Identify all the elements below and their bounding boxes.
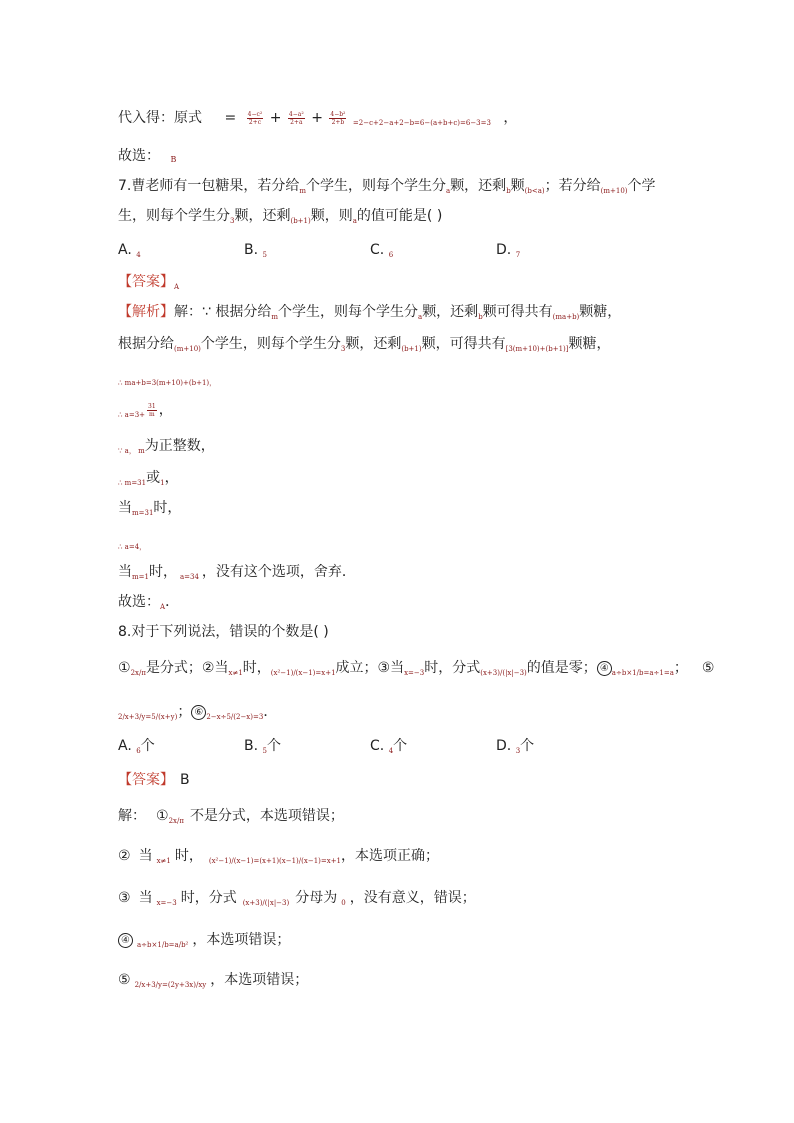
substitution-line: 代入得：原式 = $\frac{\text{4−c²}}{2+c}$ + $\frac{\text{4−a²}}{2+a}$ + $\frac{\text{4−b²}}{2+b}$ $_{=2-c+2-a+2-b=6-(a+b+c)=6-3=3}$ ， [118, 110, 518, 127]
analysis-7-eq-6: ∴ a=4， [118, 543, 147, 551]
option-d[interactable]: D. $_7$ [496, 242, 521, 259]
answer-7 [118, 272, 754, 297]
choose-line [118, 146, 754, 170]
analysis-7-eq-2: $_{\therefore a=3+}$ $\frac{31}{m}$ ， [118, 402, 173, 419]
analysis-7-line-1: 【解析】解：∵ 根据分给$_m$个学生，则每个学生分$_a$颗，还剩$_b$颗可得共有$_{(ma+b)}$颗糖， [118, 304, 622, 321]
answer-letter: A [174, 283, 180, 291]
analysis-8-row-0: 解： $①_{2x/\pi}$ 不是分式，本选项错误； [118, 808, 344, 825]
fraction: $\frac{\text{4−a²}}{2+a}$ [288, 110, 304, 126]
analysis-7-eq-5: 当$_{m=31}$时， [118, 500, 182, 517]
question-7-options [118, 240, 754, 265]
analysis-8-row-4: ⑤ $_{2/x+3/y=(2y+3x)/xy}$ ，本选项错误； [118, 972, 309, 989]
answer-tag: 【答案】 [118, 772, 174, 788]
analysis-7-eq-1: ∴ ma+b=3(m+10)+(b+1)， [118, 379, 217, 387]
question-8-options [118, 736, 754, 761]
question-8-stem: 8.对于下列说法，错误的个数是( ) [118, 624, 329, 640]
answer-letter: B [170, 155, 177, 164]
question-8-items-line-1: $①_{2x/\pi}$是分式；②当$_{x\ne 1}$时，$_{(x^2-1)/(x-1)=x+1}$成立；③当$_{x=-3}$时，分式$_{(x+3)/(|x|-3)}$的值是零； ④ $_{a\div b\times 1/b=a\div 1=a}$； ⑤ [118, 660, 715, 677]
option-d[interactable]: D. $_3$个 [496, 738, 535, 755]
option-c[interactable]: C. $_6$ [370, 242, 394, 259]
fraction: $\frac{\text{4−b²}}{2+b}$ [330, 110, 346, 126]
answer-8 [118, 770, 754, 790]
option-b[interactable]: B. $_5$个 [244, 738, 281, 755]
analysis-7-eq-3: $_{\because a, m}$为正整数， [118, 438, 215, 455]
label: 故选： [118, 148, 160, 164]
analysis-7-choose: 故选：$_A$． [118, 594, 180, 611]
option-a[interactable]: A. $_4$ [118, 242, 141, 259]
analysis-7-line-2: 根据分给$_{(m+10)}$个学生，则每个学生分$_3$颗，还剩$_{(b+1)}$颗，可得共有$_{[3(m+10)+(b+1)]}$颗糖， [118, 336, 611, 353]
label: 代入得：原式 [118, 110, 202, 126]
analysis-8-row-3: ④ $_{a\div b\times 1/b=a/b^2}$ ，本选项错误； [118, 930, 754, 955]
option-a[interactable]: A. $_6$个 [118, 738, 155, 755]
answer-tag: 【答案】 [118, 274, 174, 290]
analysis-7-eq-4: $_{\therefore m=31}$或$_1$， [118, 470, 179, 487]
circled-number: ④ [597, 661, 612, 676]
answer-letter: B [180, 772, 190, 788]
option-b[interactable]: B. $_5$ [244, 242, 267, 259]
analysis-7-eq-7: 当$_{m=1}$时， $_{a=34}$ ，没有这个选项，舍弃． [118, 564, 356, 581]
analysis-tag: 【解析】 [118, 304, 174, 320]
question-7-line-2: 生，则每个学生分$_3$颗，还剩$_{(b+1)}$颗，则$_a$的值可能是( ) [118, 208, 443, 225]
circled-number: ⑥ [191, 705, 206, 720]
analysis-8-row-2: ③ 当 $_{x=-3}$ 时，分式 $_{(x+3)/(|x|-3)}$ 分母为 $_0$ ，没有意义，错误； [118, 890, 476, 907]
analysis-8-row-1: ② 当 $_{x\ne 1}$ 时， $_{(x^2-1)/(x-1)=(x+1)(x-1)/(x-1)=x+1}$，本选项正确； [118, 848, 440, 865]
equals: = [224, 110, 237, 126]
punct: ， [503, 110, 518, 126]
fraction: $\frac{\text{4−c²}}{2+c}$ [247, 110, 263, 126]
question-8-items-line-2: $_{2/x+3/y=5/(x+y)}$； ⑥ $_{2-x\div 5/(2-x)=3}$． [118, 704, 278, 721]
math-expression: =2−c+2−a+2−b=6−(a+b+c)=6−3=3 [352, 119, 491, 127]
question-7-line-1: 7.曹老师有一包糖果，若分给$_m$个学生，则每个学生分$_a$颗，还剩$_b$颗$_{(b<a)}$；若分给$_{(m+10)}$个学 [118, 178, 656, 195]
circled-number: ④ [118, 933, 133, 948]
option-c[interactable]: C. $_4$个 [370, 738, 408, 755]
